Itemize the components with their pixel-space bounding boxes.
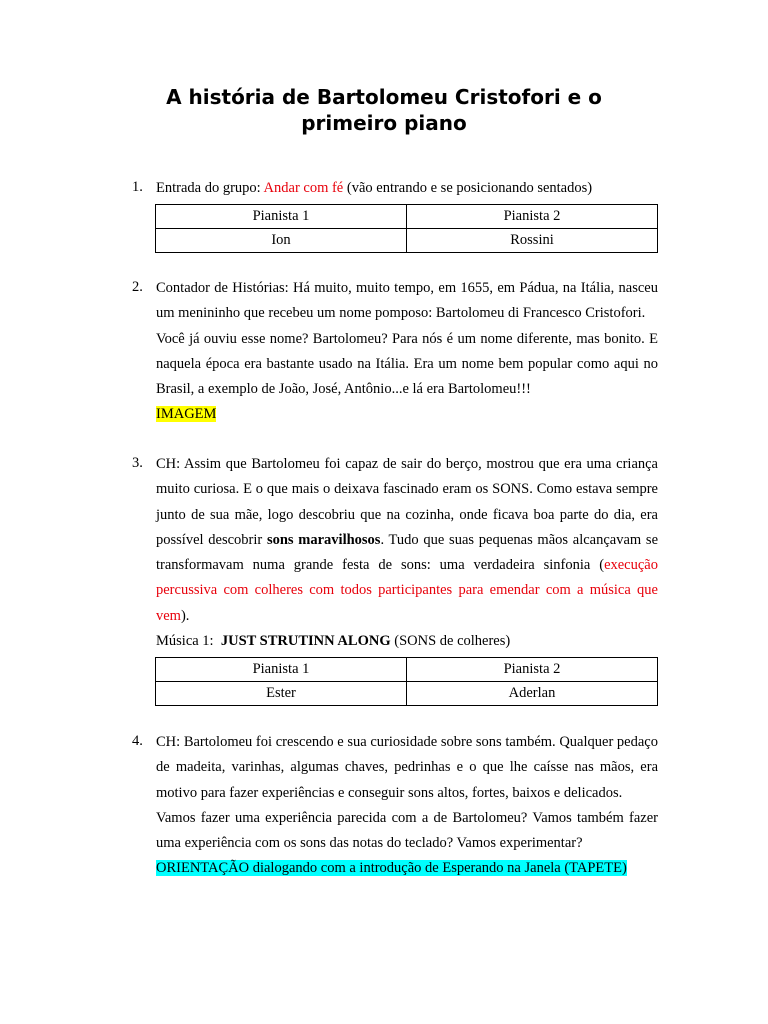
table-cell: Rossini	[407, 229, 658, 253]
instruction-red: execução percussiva com colheres com todos participantes para emendar com a música que vem	[156, 557, 658, 624]
list-item-2	[132, 276, 658, 451]
document-title	[110, 84, 658, 136]
image-marker: IMAGEM	[156, 406, 217, 423]
table-header-cell: Pianista 1	[156, 658, 407, 682]
list-number: 1.	[132, 179, 143, 195]
music-line	[156, 629, 658, 654]
table-cell: Ester	[156, 682, 407, 706]
item-1-text	[156, 176, 658, 201]
bold-phrase: sons maravilhosos	[266, 531, 381, 548]
item-3-text	[156, 452, 658, 654]
table-cell: Aderlan	[407, 682, 658, 706]
table-row	[156, 229, 658, 253]
list-item-1	[132, 176, 658, 201]
table-header-cell: Pianista 1	[156, 205, 407, 229]
item-3-text-b: . Tudo que suas pequenas mãos alcançavam se transformavam numa grande festa de sons: uma verdadeira sinfonia (	[156, 531, 659, 574]
list-number: 2.	[132, 279, 143, 295]
table-cell: Ion	[156, 229, 407, 253]
table-row	[156, 682, 658, 706]
list-item-4	[132, 730, 658, 935]
item-2-highlight	[156, 402, 658, 427]
item-4-text	[156, 730, 658, 882]
music-title: JUST STRUTINN ALONG	[220, 633, 391, 650]
table-header-cell: Pianista 2	[407, 658, 658, 682]
orientation-marker: ORIENTAÇÃO dialogando com a introdução de Esperando na Janela (TAPETE)	[156, 860, 627, 877]
item-2-paragraph-1: Contador de Histórias: Há muito, muito tempo, em 1655, em Pádua, na Itália, nasceu um menininho que recebeu um nome pomposo: Bartolomeu di Francesco Cristofori.	[156, 280, 658, 322]
item-1-prefix: Entrada do grupo:	[156, 180, 264, 196]
item-1-suffix: (vão entrando e se posicionando sentados)	[343, 180, 593, 196]
song-title-red: Andar com fé	[263, 180, 344, 196]
list-number: 3.	[132, 455, 143, 471]
list-item-3	[132, 452, 658, 652]
item-2-text	[156, 276, 658, 428]
item-3-text-c: ).	[180, 607, 190, 624]
item-4-highlight	[156, 856, 658, 881]
pianist-table-1	[155, 204, 658, 253]
music-label: Música 1:	[156, 633, 221, 650]
item-4-paragraph-2: Vamos fazer uma experiência parecida com a de Bartolomeu? Vamos também fazer uma experiência com os sons das notas do teclado? Vamos experimentar?	[156, 809, 658, 852]
music-note: (SONS de colheres)	[390, 633, 511, 650]
table-row	[156, 205, 658, 229]
table-row	[156, 658, 658, 682]
pianist-table-2	[155, 657, 658, 706]
item-2-paragraph-2: Você já ouviu esse nome? Bartolomeu? Para nós é um nome diferente, mas bonito. E naquela época era bastante usado na Itália. Era um nome bem popular como aqui no Brasil, a exemplo de João, José, Antônio...e lá era Bartolomeu!!!	[156, 330, 658, 398]
title-line-2: primeiro piano	[301, 111, 467, 135]
item-4-paragraph-1: CH: Bartolomeu foi crescendo e sua curiosidade sobre sons também. Qualquer pedaço de madeita, varinhas, algumas chaves, pedrinhas e o que lhe caísse nas mãos, era motivo para fazer experiências e conseguir sons altos, fortes, baixos e delicados.	[156, 734, 658, 801]
item-3-paragraph	[156, 452, 658, 629]
title-line-1: A história de Bartolomeu Cristofori e o	[166, 85, 602, 109]
list-number: 4.	[132, 733, 143, 749]
table-header-cell: Pianista 2	[407, 205, 658, 229]
item-3-text-a: CH: Assim que Bartolomeu foi capaz de sair do berço, mostrou que era uma criança muito curiosa. E o que mais o deixava fascinado eram os SONS. Como estava sempre junto de sua mãe, logo descobriu que na cozinha, onde ficava boa parte do dia, era possível descobrir	[156, 456, 658, 548]
